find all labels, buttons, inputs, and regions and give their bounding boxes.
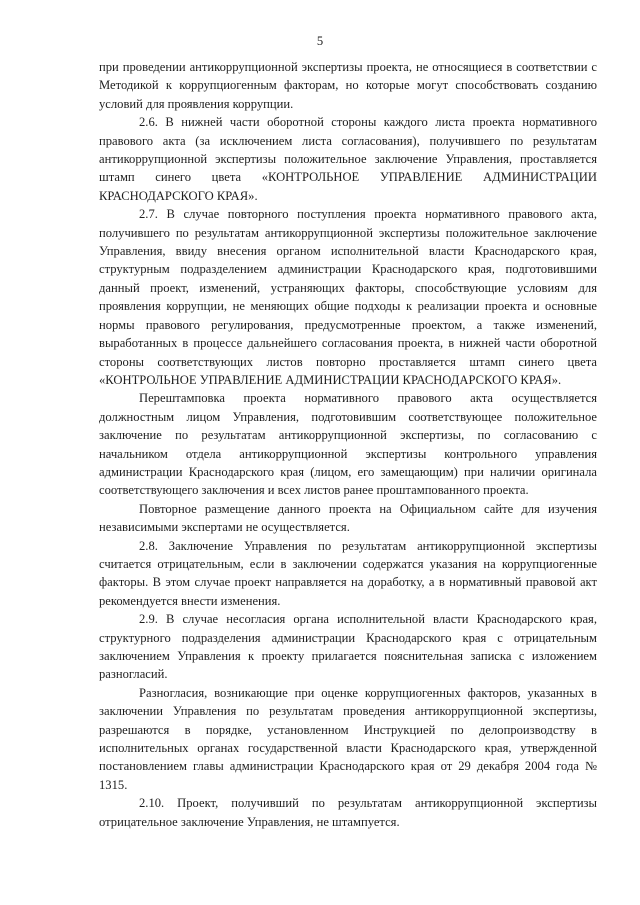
paragraph: Разногласия, возникающие при оценке коррупциогенных факторов, указанных в заключении Управления по результатам проведения антикоррупционной экспертизы, разрешаются в порядке, установленном Инструкцией по делопроизводству в исполнительных органах государственной власти Краснодарского края, утвержденной постановлением главы администрации Краснодарского края от 29 декабря 2004 года № 1315. xyxy=(99,685,597,792)
paragraph: Перештамповка проекта нормативного правового акта осуществляется должностным лицом Управления, подготовившим соответствующее положительное заключение по результатам антикоррупционной экспертизы, по согласованию с начальником отдела антикоррупционной экспертизы контрольного управления администрации Краснодарского края (лицом, его замещающим) при наличии оригинала соответствующего заключения и всех листов ранее проштампованного проекта. xyxy=(99,391,597,498)
paragraph: 2.9. В случае несогласия органа исполнительной власти Краснодарского края, структурного подразделения администрации Краснодарского края с отрицательным заключением Управления к проекту прилагается пояснительная записка с изложением разногласий. xyxy=(99,612,597,682)
paragraph: 2.7. В случае повторного поступления проекта нормативного правового акта, получившего по результатам антикоррупционной экспертизы положительное заключение Управления, ввиду внесения органом исполнительной власти Краснодарского края, структурным подразделением администрации Краснодарского края, подготовившими данный проект, изменений, устраняющих факторы, способствующие условиям для проявления коррупции, не меняющих общие подходы к реализации проекта и основные нормы правового регулирования, предусмотренные проектом, а также изменений, выработанных в процессе дальнейшего согласования проекта, в нижней части оборотной стороны соответствующих листов повторно проставляется штамп синего цвета «КОНТРОЛЬНОЕ УПРАВЛЕНИЕ АДМИНИСТРАЦИИ КРАСНОДАРСКОГО КРАЯ». xyxy=(99,207,597,387)
paragraph: 2.10. Проект, получивший по результатам антикоррупционной экспертизы отрицательное заключение Управления, не штампуется. xyxy=(99,796,597,829)
paragraph: 2.8. Заключение Управления по результатам антикоррупционной экспертизы считается отрицательным, если в заключении содержатся указания на коррупциогенные факторы. В этом случае проект направляется на доработку, а в нормативный правовой акт рекомендуется внести изменения. xyxy=(99,538,597,608)
paragraph: при проведении антикоррупционной экспертизы проекта, не относящиеся в соответствии с Методикой к коррупциогенным факторам, но которые могут способствовать созданию условий для проявления коррупции. xyxy=(99,60,597,111)
document-body xyxy=(99,58,597,831)
page-number: 5 xyxy=(316,34,324,48)
paragraph: Повторное размещение данного проекта на Официальном сайте для изучения независимыми экспертами не осуществляется. xyxy=(99,501,597,535)
paragraph: 2.6. В нижней части оборотной стороны каждого листа проекта нормативного правового акта (за исключением листа согласования), получившего по результатам антикоррупционной экспертизы положительное заключение Управления, проставляется штамп синего цвета «КОНТРОЛЬНОЕ УПРАВЛЕНИЕ АДМИНИСТРАЦИИ КРАСНОДАРСКОГО КРАЯ». xyxy=(99,115,597,203)
